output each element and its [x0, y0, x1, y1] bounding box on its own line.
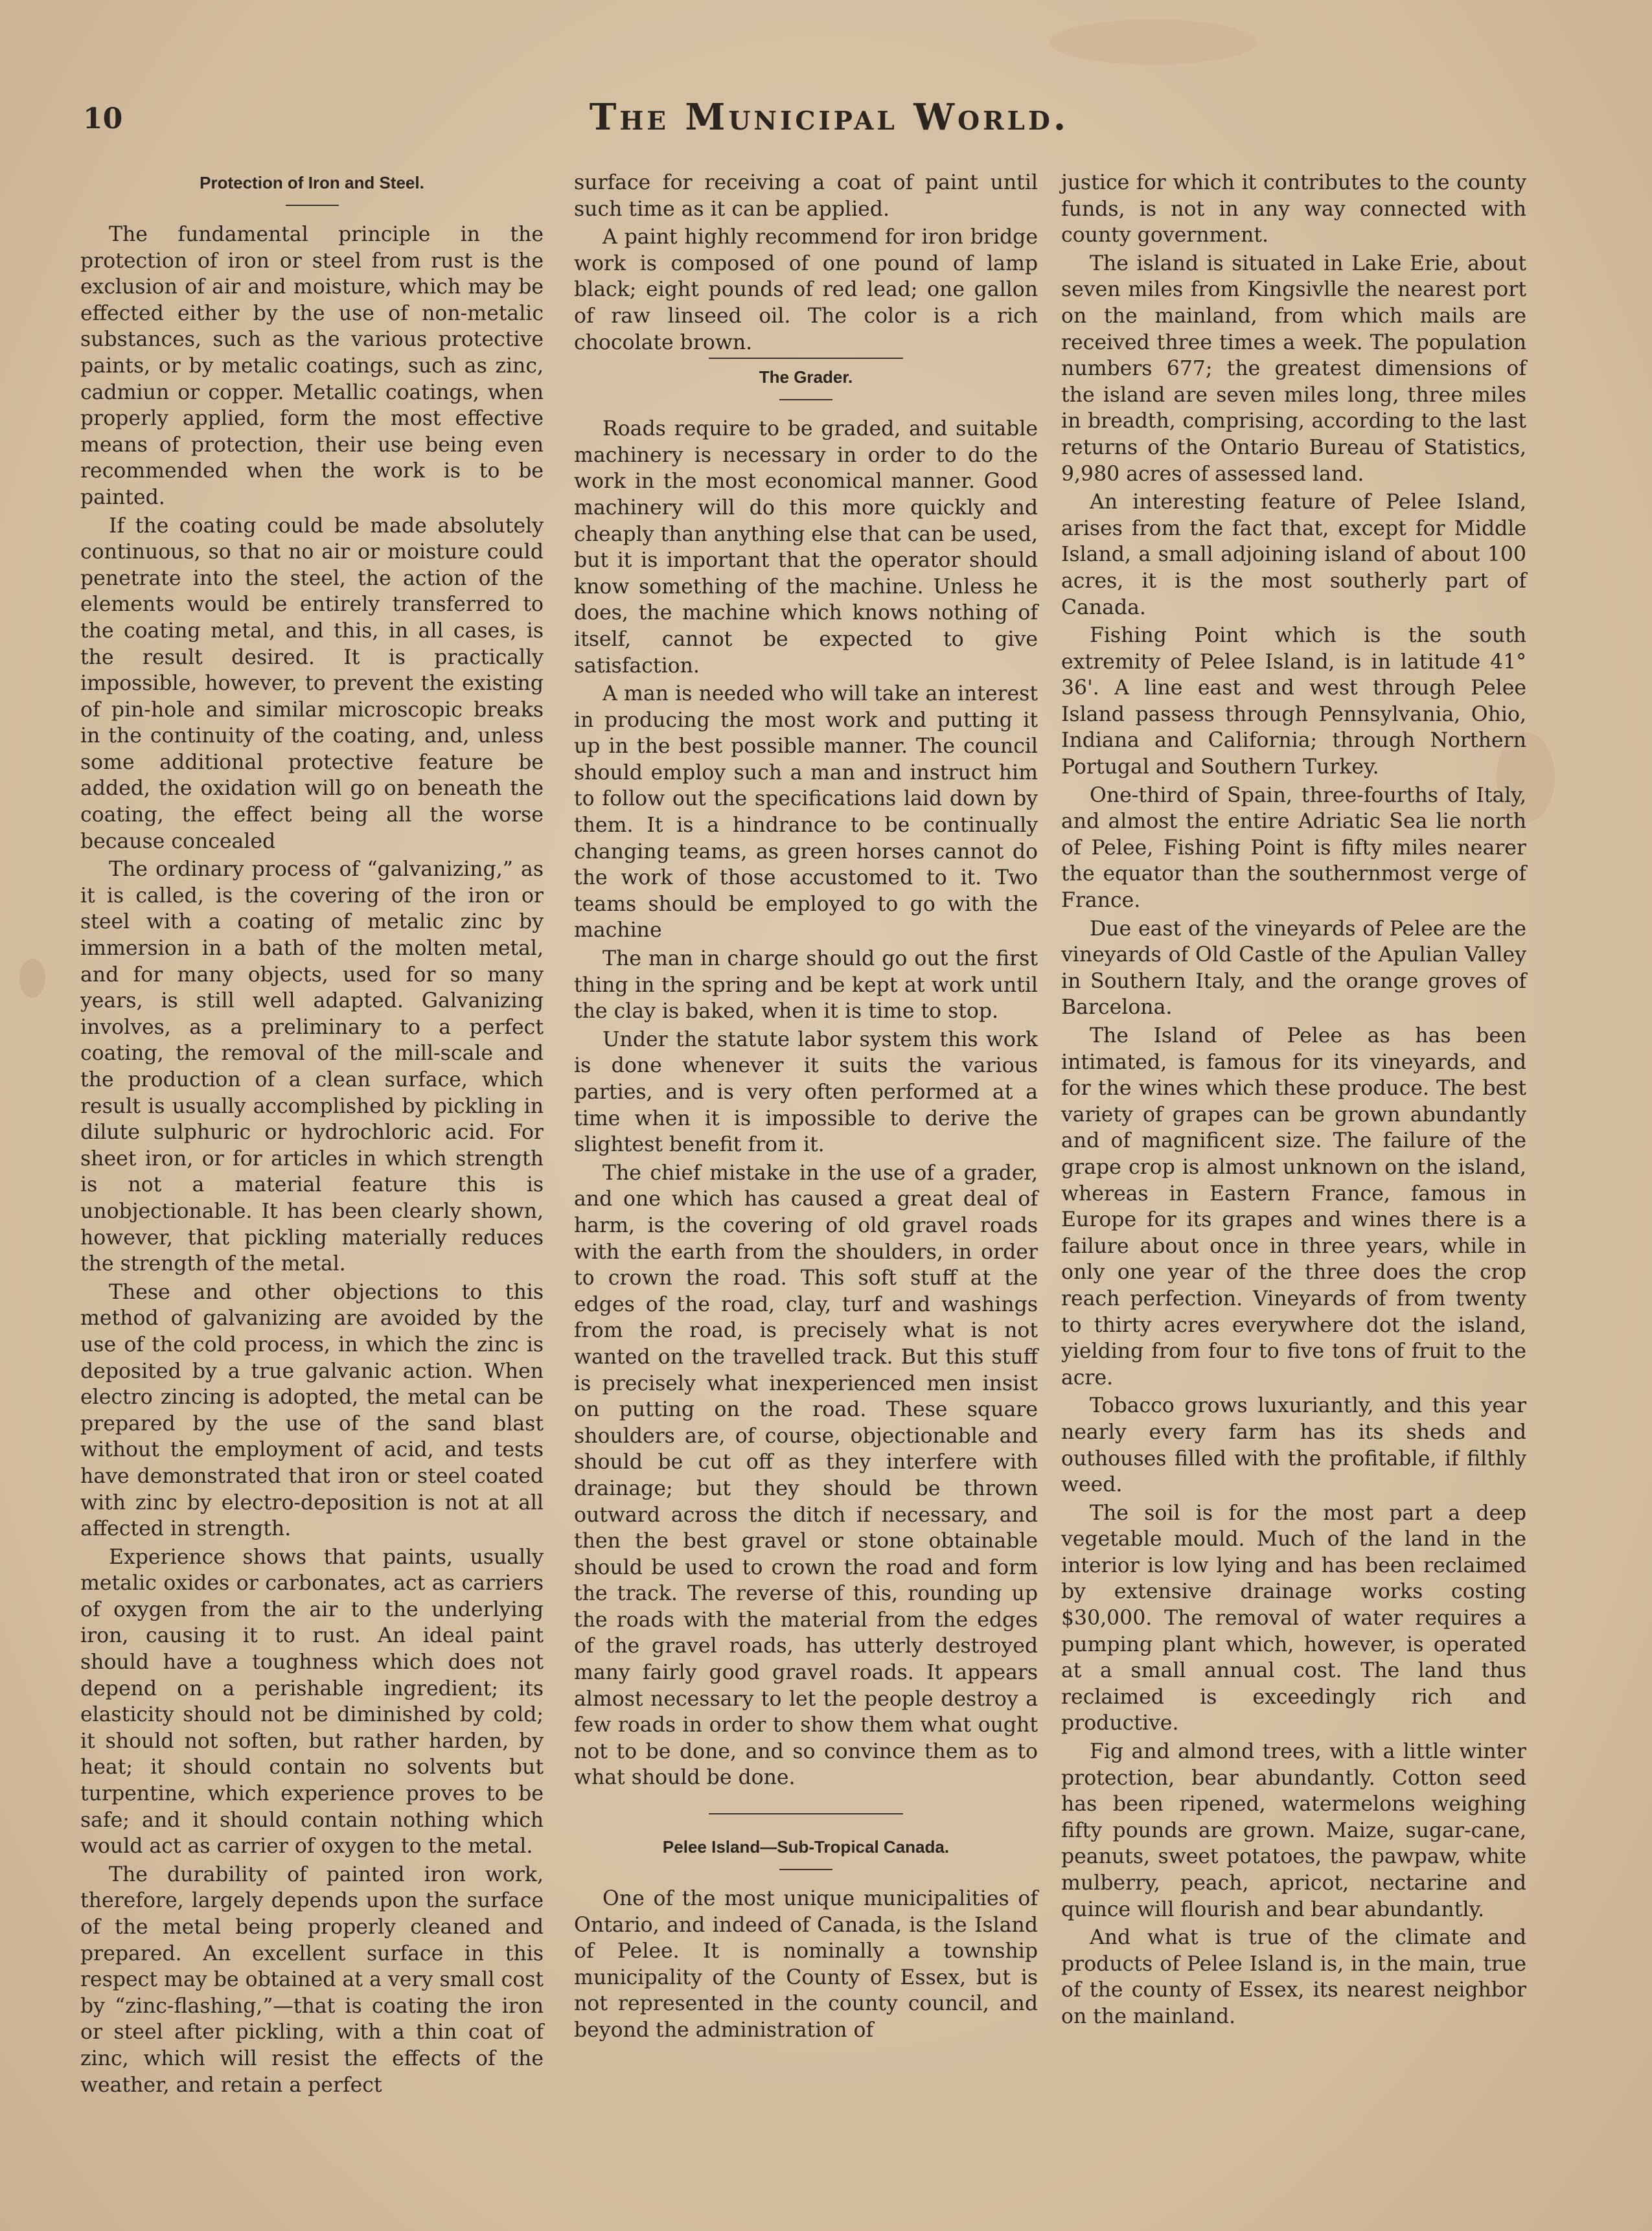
article-title-grader: The Grader.: [759, 367, 853, 387]
paragraph: These and other objections to this method of galvanizing are avoided by the use of the cold process, in which the zinc is deposited by a true galvanic action. When electro zincing is adopted, the metal can be prepared by the use of the sand blast without the employment of acid, and tests have demonstrated that iron or steel coated with zinc by electro-deposition is not at all affected in strength.: [80, 1280, 544, 1541]
title-rule: [779, 1869, 832, 1870]
paragraph: Due east of the vineyards of Pelee are the vineyards of Old Castle of the Apulian Valley in Southern Italy, and the orange groves of Barcelona.: [1061, 917, 1526, 1020]
masthead-title: The Municipal World.: [589, 96, 1070, 139]
title-rule: [286, 205, 339, 206]
paragraph: One of the most unique municipalities of Ontario, and indeed of Canada, is the Island of Pelee. It is nominally a township municipality of the County of Essex, but is not represented in the county council, and beyond the administration of: [574, 1887, 1038, 2042]
page-number: 10: [83, 102, 123, 135]
paragraph: The Island of Pelee as has been intimated, is famous for its vineyards, and for the wines which these produce. The best variety of grapes can be grown abundantly and of magnificent size. The failure of the grape crop is almost unknown on the island, whereas in Eastern France, famous in Europe for its grapes and wines there is a failure about once in three years, while in only one year of the three does the crop reach perfection. Vineyards of from twenty to thirty acres everywhere dot the island, yielding from four to five tons of fruit to the acre.: [1061, 1024, 1526, 1390]
paragraph: The chief mistake in the use of a grader, and one which has caused a great deal of harm, is the covering of old gravel roads with the earth from the shoulders, in order to crown the road. This soft stuff at the edges of the road, clay, turf and washings from the road, is precisely what is not wanted on the travelled track. But this stuff is precisely what inexperienced men insist on putting on the road. These square shoulders are, of course, objectionable and should be cut off as they interfere with drainage; but they should be thrown outward across the ditch if necessary, and then the best gravel or stone obtainable should be used to crown the road and form the track. The reverse of this, rounding up the roads with the material from the edges of the gravel roads, has utterly destroyed many fairly good gravel roads. It appears almost necessary to let the people destroy a few roads in order to show them what ought not to be done, and so convince them as to what should be done.: [574, 1161, 1038, 1790]
paragraph: The man in charge should go out the first thing in the spring and be kept at work until the clay is baked, when it is time to stop.: [574, 947, 1038, 1024]
paragraph: Tobacco grows luxuriantly, and this year nearly every farm has its sheds and outhouses filled with the profitable, if filthly weed.: [1061, 1394, 1526, 1497]
paragraph: Under the statute labor system this work is done whenever it suits the various parties, and is very often performed at a time when it is impossible to derive the slightest benefit from it.: [574, 1027, 1038, 1157]
paragraph: The soil is for the most part a deep vegetable mould. Much of the land in the interior is low lying and has been reclaimed by extensive drainage works costing $30,000. The removal of water requires a pumping plant which, however, is operated at a small annual cost. The land thus reclaimed is exceedingly rich and productive.: [1061, 1501, 1526, 1735]
column-2: [574, 170, 1038, 2046]
column-3: [1061, 170, 1526, 2032]
paragraph: A man is needed who will take an interest in producing the most work and putting it up in the best possible manner. The council should employ such a man and instruct him to follow out the specifications laid down by them. It is a hindrance to be continually changing teams, as green horses cannot do the work of those accustomed to it. Two teams should be employed to go with the machine: [574, 682, 1038, 943]
paragraph: And what is true of the climate and products of Pelee Island is, in the main, true of the county of Essex, its nearest neighbor on the mainland.: [1061, 1926, 1526, 2028]
paragraph: justice for which it contributes to the county funds, is not in any way connected with county government.: [1061, 171, 1526, 247]
paragraph: surface for receiving a coat of paint until such time as it can be applied.: [574, 171, 1038, 221]
paragraph: Fig and almond trees, with a little winter protection, bear abundantly. Cotton seed has been ripened, watermelons weighing fifty pounds are grown. Maize, sugar-cane, peanuts, sweet potatoes, the pawpaw, white mulberry, peach, apricot, nectarine and quince will flourish and bear abundantly.: [1061, 1740, 1526, 1921]
article-title-pelee: Pelee Island—Sub-Tropical Canada.: [662, 1837, 950, 1857]
paragraph: The durability of painted iron work, therefore, largely depends upon the surface of the metal being properly cleaned and prepared. An excellent surface in this respect may be obtained at a very small cost by “zinc-flashing,”—that is coating the iron or steel after pickling, with a thin coat of zinc, which will resist the effects of the weather, and retain a perfect: [80, 1862, 544, 2097]
paper-stain: [1050, 19, 1257, 65]
paragraph: If the coating could be made absolutely continuous, so that no air or moisture could penetrate into the steel, the action of the elements would be entirely transferred to the coating metal, and this, in all cases, is the result desired. It is practically impossible, however, to prevent the existing of pin-hole and similar microscopic breaks in the continuity of the coating, and, unless some additional protective feature be added, the oxidation will go on beneath the coating, the effect being all the worse because concealed: [80, 514, 544, 853]
paragraph: A paint highly recommend for iron bridge work is composed of one pound of lamp black; eight pounds of red lead; one gallon of raw linseed oil. The color is a rich chocolate brown.: [574, 225, 1038, 354]
article-title-iron: Protection of Iron and Steel.: [200, 173, 424, 192]
paragraph: An interesting feature of Pelee Island, arises from the fact that, except for Middle Island, a small adjoining island of about 100 acres, it is the most southerly part of Canada.: [1061, 490, 1526, 619]
paragraph: The island is situated in Lake Erie, about seven miles from Kingsivlle the nearest port on the mainland, from which mails are received three times a week. The population numbers 677; the greatest dimensions of the island are seven miles long, three miles in breadth, comprising, according to the last returns of the Ontario Bureau of Statistics, 9,980 acres of assessed land.: [1061, 251, 1526, 486]
paragraph: The fundamental principle in the protection of iron or steel from rust is the exclusion of air and moisture, which may be effected either by the use of non-metalic substances, such as the various protective paints, or by metalic coatings, such as zinc, cadmiun or copper. Metallic coatings, when properly applied, form the most effective means of protection, their use being even recommended when the work is to be painted.: [80, 223, 544, 509]
column-1: [80, 170, 544, 2100]
section-rule: [709, 1813, 903, 1814]
title-rule: [779, 399, 832, 400]
paragraph: The ordinary process of “galvanizing,” as it is called, is the covering of the iron or steel with a coating of metalic zinc by immersion in a bath of the molten metal, and for many objects, used for so many years, is still well adapted. Galvanizing involves, as a preliminary to a perfect coating, the removal of the mill-scale and the production of a clean surface, which result is usually accomplished by pickling in dilute sulphuric or hydrochloric acid. For sheet iron, or for articles in which strength is not a material feature this is unobjectionable. It has been clearly shown, however, that pickling materially reduces the strength of the metal.: [80, 858, 544, 1276]
paragraph: Fishing Point which is the south extremity of Pelee Island, is in latitude 41° 36'. A line east and west through Pelee Island passess through Pennsylvania, Ohio, Indiana and California; through Northern Portugal and Southern Turkey.: [1061, 624, 1526, 779]
section-rule: [709, 358, 903, 359]
paragraph: Roads require to be graded, and suitable machinery is necessary in order to do the work in the most economical manner. Good machinery will do this more quickly and cheaply than anything else that can be used, but it is important that the operator should know something of the machine. Unless he does, the machine which knows nothing of itself, cannot be expected to give satisfaction.: [574, 417, 1038, 678]
paragraph: One-third of Spain, three-fourths of Italy, and almost the entire Adriatic Sea lie north of Pelee, Fishing Point is fifty miles nearer the equator than the southernmost verge of France.: [1061, 783, 1526, 913]
paragraph: Experience shows that paints, usually metalic oxides or carbonates, act as carriers of oxygen from the air to the underlying iron, causing it to rust. An ideal paint should have a toughness which does not depend on a perishable ingredient; its elasticity should not be diminished by cold; it should not soften, but rather harden, by heat; it should contain no solvents but turpentine, which experience proves to be safe; and it should contain nothing which would act as carrier of oxygen to the metal.: [80, 1545, 544, 1859]
paper-stain: [19, 959, 45, 998]
